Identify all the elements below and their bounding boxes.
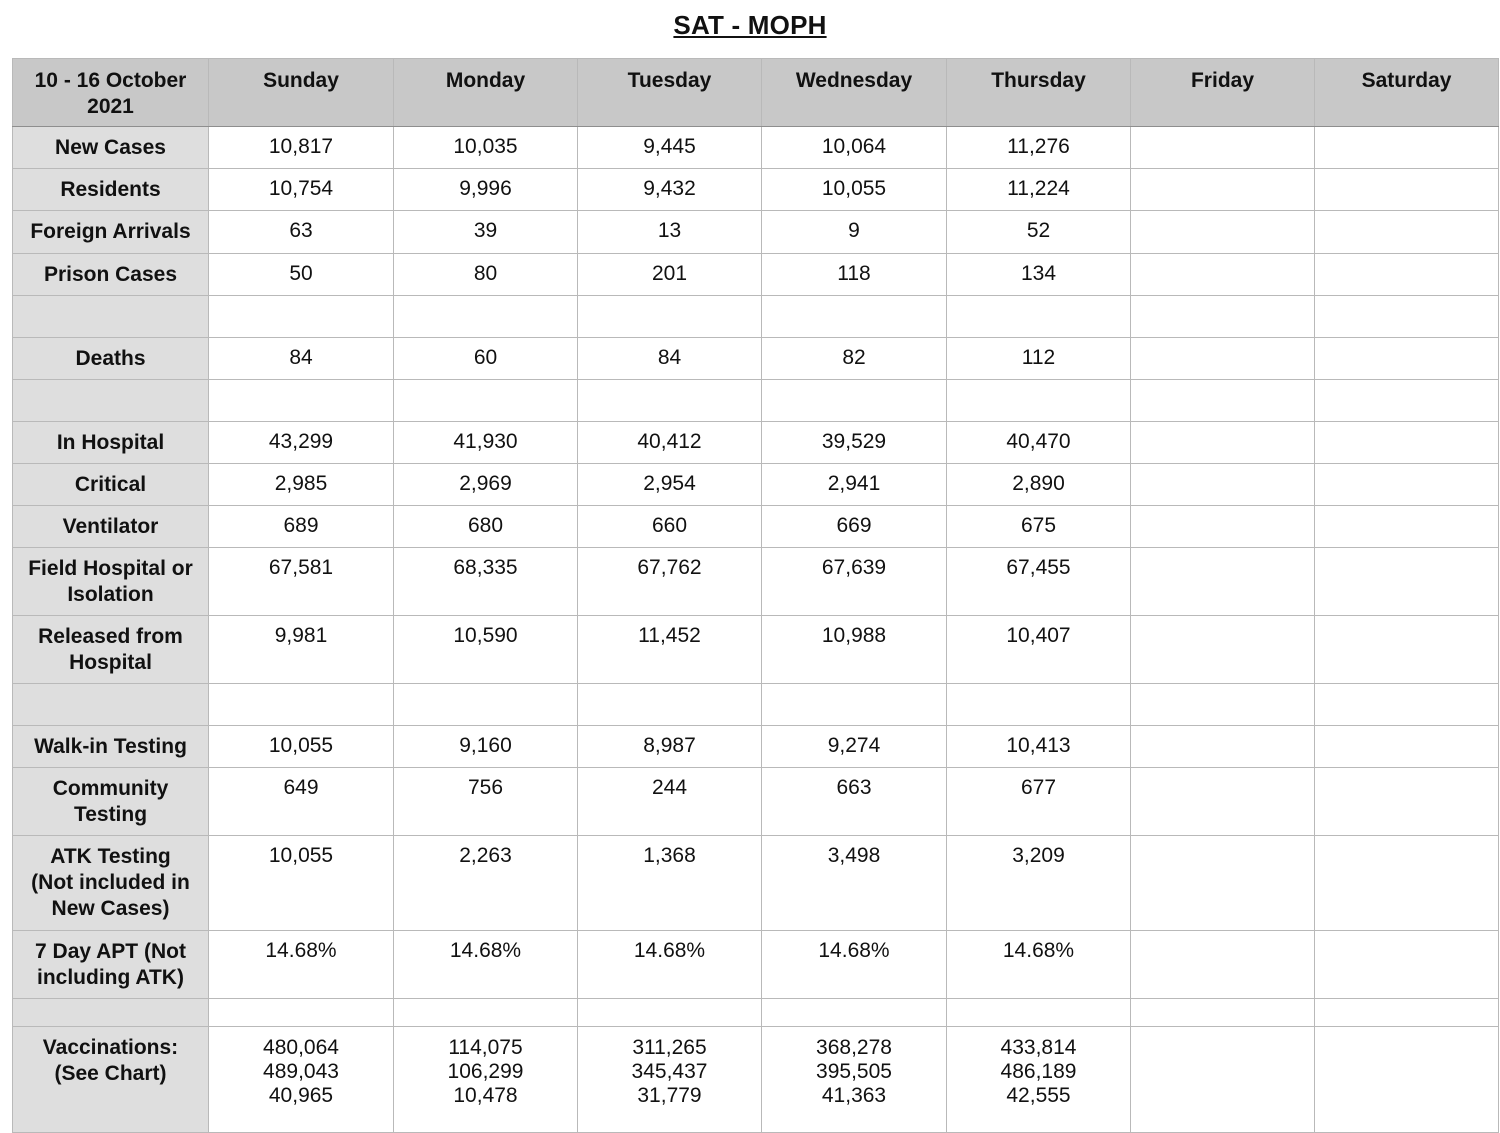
table-row (13, 836, 1499, 931)
cell-value: 489,043 (263, 1060, 339, 1083)
row-label (13, 999, 209, 1027)
value-cell (762, 836, 947, 931)
value-cell (1315, 422, 1499, 464)
value-cell (578, 338, 762, 380)
row-label-line: New Cases (55, 136, 166, 159)
row-label (13, 254, 209, 296)
cell-value: 10,413 (1006, 734, 1071, 757)
value-cell (947, 296, 1131, 338)
value-cell (209, 296, 394, 338)
row-label (13, 422, 209, 464)
cell-value: 40,412 (637, 430, 702, 453)
cell-value: 67,639 (821, 556, 887, 579)
value-cell (762, 338, 947, 380)
row-label (13, 931, 209, 999)
cell-value: 43,299 (268, 430, 334, 453)
cell-value: 10,035 (453, 135, 518, 158)
day-header: Monday (394, 59, 578, 127)
cell-value: 433,814 (1000, 1036, 1077, 1059)
cell-value: 2,941 (827, 472, 881, 495)
value-cell (1131, 380, 1315, 422)
cell-value: 10,055 (821, 177, 887, 200)
value-cell (578, 1027, 762, 1133)
value-cell (947, 768, 1131, 836)
row-label-line: Isolation (67, 583, 154, 606)
row-label-line: (See Chart) (54, 1062, 167, 1085)
row-label (13, 380, 209, 422)
cell-value: 2,954 (643, 472, 696, 495)
value-cell (762, 211, 947, 254)
row-label (13, 768, 209, 836)
value-cell (209, 836, 394, 931)
cell-value: 40,965 (268, 1084, 334, 1107)
value-cell (762, 768, 947, 836)
value-cell (209, 506, 394, 548)
cell-value: 201 (651, 262, 688, 285)
value-cell (1131, 684, 1315, 726)
value-cell (947, 338, 1131, 380)
value-cell (1315, 836, 1499, 931)
table-row (13, 548, 1499, 616)
cell-value: 11,276 (1007, 135, 1070, 158)
date-range-header (13, 59, 209, 127)
value-cell (947, 422, 1131, 464)
value-cell (762, 296, 947, 338)
value-cell (209, 254, 394, 296)
value-cell (1131, 616, 1315, 684)
value-cell (209, 380, 394, 422)
value-cell (762, 1027, 947, 1133)
value-cell (578, 726, 762, 768)
value-cell (762, 254, 947, 296)
value-cell (1131, 127, 1315, 169)
cell-value: 60 (473, 346, 498, 369)
header-row (13, 59, 1499, 127)
value-cell (394, 464, 578, 506)
cell-value: 42,555 (1006, 1084, 1071, 1107)
value-cell (762, 380, 947, 422)
value-cell (762, 506, 947, 548)
cell-value: 2,890 (1012, 472, 1065, 495)
row-label-line: Released from (38, 625, 183, 648)
row-label (13, 684, 209, 726)
date-range-line: 2021 (87, 95, 134, 118)
table-row (13, 254, 1499, 296)
value-cell (1131, 768, 1315, 836)
row-label-line: Hospital (69, 651, 152, 674)
value-cell (1131, 422, 1315, 464)
row-label-line: ATK Testing (50, 845, 171, 868)
cell-value: 41,363 (821, 1084, 887, 1107)
value-cell (947, 127, 1131, 169)
row-label-line: (Not included in (31, 871, 190, 894)
value-cell (762, 616, 947, 684)
value-cell (762, 127, 947, 169)
value-cell (394, 296, 578, 338)
day-header: Saturday (1315, 59, 1499, 127)
cell-value: 9,274 (827, 734, 881, 757)
value-cell (209, 616, 394, 684)
day-header: Friday (1131, 59, 1315, 127)
cell-value: 689 (283, 514, 319, 537)
row-label (13, 464, 209, 506)
value-cell (1315, 1027, 1499, 1133)
value-cell (578, 999, 762, 1027)
value-cell (947, 1027, 1131, 1133)
value-cell (947, 726, 1131, 768)
value-cell (394, 338, 578, 380)
cell-value: 9,160 (459, 734, 512, 757)
table-row (13, 1027, 1499, 1133)
cell-value: 80 (473, 262, 498, 285)
value-cell (209, 999, 394, 1027)
cell-value: 39,529 (821, 430, 887, 453)
value-cell (762, 999, 947, 1027)
table-row (13, 506, 1499, 548)
value-cell (394, 931, 578, 999)
value-cell (578, 211, 762, 254)
value-cell (1315, 380, 1499, 422)
value-cell (209, 548, 394, 616)
cell-value: 40,470 (1006, 430, 1071, 453)
cell-value: 84 (289, 346, 313, 369)
cell-value: 67,455 (1006, 556, 1071, 579)
cell-value: 10,817 (268, 135, 334, 158)
value-cell (209, 464, 394, 506)
cell-value: 50 (289, 262, 313, 285)
row-label-line: Residents (60, 178, 161, 201)
cell-value: 114,075 (448, 1036, 523, 1059)
value-cell (1131, 464, 1315, 506)
value-cell (947, 616, 1131, 684)
cell-value: 10,055 (268, 734, 334, 757)
day-header: Wednesday (762, 59, 947, 127)
value-cell (1131, 506, 1315, 548)
value-cell (1315, 254, 1499, 296)
cell-value: 2,985 (274, 472, 328, 495)
row-label (13, 726, 209, 768)
page-title: SAT - MOPH (673, 10, 827, 40)
row-label (13, 296, 209, 338)
cell-value: 67,581 (268, 556, 334, 579)
cell-value: 14.68% (1002, 939, 1075, 962)
value-cell (394, 684, 578, 726)
value-cell (578, 254, 762, 296)
value-cell (1131, 999, 1315, 1027)
cell-value: 8,987 (643, 734, 696, 757)
value-cell (762, 422, 947, 464)
cell-value: 106,299 (447, 1060, 524, 1083)
value-cell (209, 338, 394, 380)
value-cell (394, 422, 578, 464)
row-label (13, 548, 209, 616)
row-label-line: Community (52, 777, 169, 800)
cell-value: 669 (836, 514, 872, 537)
value-cell (1131, 726, 1315, 768)
cell-value: 10,064 (821, 135, 887, 158)
table-row (13, 684, 1499, 726)
row-label (13, 506, 209, 548)
cell-value: 10,407 (1006, 624, 1071, 647)
value-cell (209, 726, 394, 768)
value-cell (1131, 338, 1315, 380)
cell-value: 368,278 (816, 1036, 892, 1059)
date-range-line: 10 - 16 October (34, 69, 187, 92)
row-label-line: including ATK) (37, 966, 184, 989)
cell-value: 134 (1020, 262, 1057, 285)
cell-value: 84 (657, 346, 682, 369)
table-row (13, 999, 1499, 1027)
row-label (13, 338, 209, 380)
cell-value: 395,505 (816, 1060, 892, 1083)
row-label (13, 169, 209, 211)
value-cell (578, 768, 762, 836)
value-cell (578, 296, 762, 338)
cell-value: 3,209 (1012, 844, 1065, 867)
cell-value: 311,265 (632, 1036, 707, 1059)
cell-value: 9,996 (459, 177, 512, 200)
value-cell (578, 616, 762, 684)
cell-value: 10,590 (453, 624, 518, 647)
value-cell (1131, 931, 1315, 999)
value-cell (578, 169, 762, 211)
cell-value: 756 (467, 776, 504, 799)
value-cell (394, 548, 578, 616)
value-cell (1131, 254, 1315, 296)
row-label-line: In Hospital (56, 431, 165, 454)
value-cell (947, 506, 1131, 548)
cell-value: 67,762 (637, 556, 702, 579)
value-cell (1131, 296, 1315, 338)
value-cell (1315, 506, 1499, 548)
cell-value: 82 (842, 346, 866, 369)
value-cell (394, 211, 578, 254)
row-label-line: New Cases) (51, 897, 170, 920)
row-label-line: Walk-in Testing (34, 735, 187, 758)
day-header: Tuesday (578, 59, 762, 127)
cell-value: 2,969 (459, 472, 512, 495)
row-label-line: Critical (74, 473, 147, 496)
cell-value: 13 (657, 219, 682, 242)
value-cell (394, 768, 578, 836)
cell-value: 14.68% (449, 939, 522, 962)
value-cell (1315, 768, 1499, 836)
value-cell (1315, 726, 1499, 768)
value-cell (578, 548, 762, 616)
value-cell (1315, 127, 1499, 169)
row-label (13, 616, 209, 684)
value-cell (1315, 931, 1499, 999)
cell-value: 112 (1021, 346, 1056, 369)
value-cell (578, 380, 762, 422)
table-row (13, 464, 1499, 506)
cell-value: 118 (837, 262, 871, 285)
cell-value: 14.68% (818, 939, 890, 962)
value-cell (1131, 836, 1315, 931)
value-cell (394, 1027, 578, 1133)
value-cell (947, 836, 1131, 931)
cell-value: 10,478 (453, 1084, 518, 1107)
value-cell (394, 127, 578, 169)
value-cell (1131, 169, 1315, 211)
cell-value: 9,445 (643, 135, 696, 158)
value-cell (762, 684, 947, 726)
cell-value: 244 (651, 776, 688, 799)
value-cell (1315, 169, 1499, 211)
value-cell (1315, 296, 1499, 338)
row-label (13, 211, 209, 254)
value-cell (1131, 211, 1315, 254)
value-cell (1315, 684, 1499, 726)
value-cell (762, 931, 947, 999)
value-cell (209, 684, 394, 726)
value-cell (578, 506, 762, 548)
value-cell (947, 254, 1131, 296)
value-cell (578, 422, 762, 464)
value-cell (394, 999, 578, 1027)
value-cell (578, 931, 762, 999)
cell-value: 10,754 (268, 177, 334, 200)
value-cell (209, 1027, 394, 1133)
cell-value: 14.68% (633, 939, 706, 962)
row-label (13, 127, 209, 169)
cell-value: 1,368 (643, 844, 696, 867)
value-cell (947, 464, 1131, 506)
value-cell (1131, 548, 1315, 616)
row-label-line: Vaccinations: (42, 1036, 179, 1059)
value-cell (394, 726, 578, 768)
row-label (13, 1027, 209, 1133)
value-cell (209, 931, 394, 999)
table-row (13, 127, 1499, 169)
value-cell (578, 684, 762, 726)
cell-value: 675 (1020, 514, 1057, 537)
value-cell (947, 931, 1131, 999)
row-label-line: Field Hospital or (28, 557, 193, 580)
value-cell (1315, 211, 1499, 254)
value-cell (209, 768, 394, 836)
value-cell (578, 464, 762, 506)
row-label-line: 7 Day APT (Not (35, 940, 186, 963)
cell-value: 486,189 (1000, 1060, 1077, 1083)
cell-value: 10,055 (268, 844, 334, 867)
cell-value: 52 (1026, 219, 1051, 242)
day-header: Thursday (947, 59, 1131, 127)
row-label-line: Prison Cases (43, 263, 178, 286)
value-cell (394, 616, 578, 684)
row-label (13, 836, 209, 931)
cell-value: 63 (289, 219, 313, 242)
cell-value: 31,779 (637, 1084, 702, 1107)
value-cell (394, 169, 578, 211)
cell-value: 10,988 (821, 624, 887, 647)
table-row (13, 338, 1499, 380)
value-cell (947, 380, 1131, 422)
table-row (13, 768, 1499, 836)
row-label-line: Foreign Arrivals (30, 220, 191, 243)
table-row (13, 169, 1499, 211)
cell-value: 9,432 (643, 177, 696, 200)
value-cell (947, 548, 1131, 616)
value-cell (209, 169, 394, 211)
table-row (13, 616, 1499, 684)
value-cell (1315, 338, 1499, 380)
value-cell (394, 254, 578, 296)
value-cell (762, 169, 947, 211)
value-cell (1315, 999, 1499, 1027)
cell-value: 680 (467, 514, 504, 537)
table-row (13, 726, 1499, 768)
value-cell (947, 684, 1131, 726)
cell-value: 345,437 (631, 1060, 708, 1083)
value-cell (947, 169, 1131, 211)
value-cell (1315, 616, 1499, 684)
cell-value: 11,452 (638, 624, 701, 647)
value-cell (209, 211, 394, 254)
value-cell (947, 999, 1131, 1027)
value-cell (1131, 1027, 1315, 1133)
value-cell (947, 211, 1131, 254)
row-label-line: Ventilator (62, 515, 159, 538)
weekly-stats-table (12, 58, 1499, 1133)
row-label-line: Deaths (75, 347, 146, 370)
cell-value: 649 (283, 776, 319, 799)
table-row (13, 931, 1499, 999)
table-row (13, 380, 1499, 422)
value-cell (578, 836, 762, 931)
row-label-line: Testing (73, 803, 148, 826)
table-row (13, 296, 1499, 338)
value-cell (394, 380, 578, 422)
table-body (13, 127, 1499, 1133)
value-cell (762, 464, 947, 506)
cell-value: 3,498 (827, 844, 881, 867)
value-cell (209, 422, 394, 464)
value-cell (578, 127, 762, 169)
table-row (13, 211, 1499, 254)
cell-value: 68,335 (453, 556, 518, 579)
value-cell (1315, 548, 1499, 616)
cell-value: 9 (848, 219, 860, 242)
cell-value: 41,930 (453, 430, 518, 453)
cell-value: 677 (1020, 776, 1057, 799)
value-cell (209, 127, 394, 169)
day-header: Sunday (209, 59, 394, 127)
value-cell (762, 548, 947, 616)
cell-value: 9,981 (274, 624, 328, 647)
cell-value: 660 (651, 514, 688, 537)
cell-value: 11,224 (1007, 177, 1070, 200)
value-cell (762, 726, 947, 768)
cell-value: 2,263 (459, 844, 512, 867)
value-cell (394, 836, 578, 931)
value-cell (394, 506, 578, 548)
cell-value: 39 (473, 219, 498, 242)
cell-value: 14.68% (265, 939, 337, 962)
value-cell (1315, 464, 1499, 506)
table-row (13, 422, 1499, 464)
cell-value: 480,064 (263, 1036, 339, 1059)
cell-value: 663 (836, 776, 872, 799)
